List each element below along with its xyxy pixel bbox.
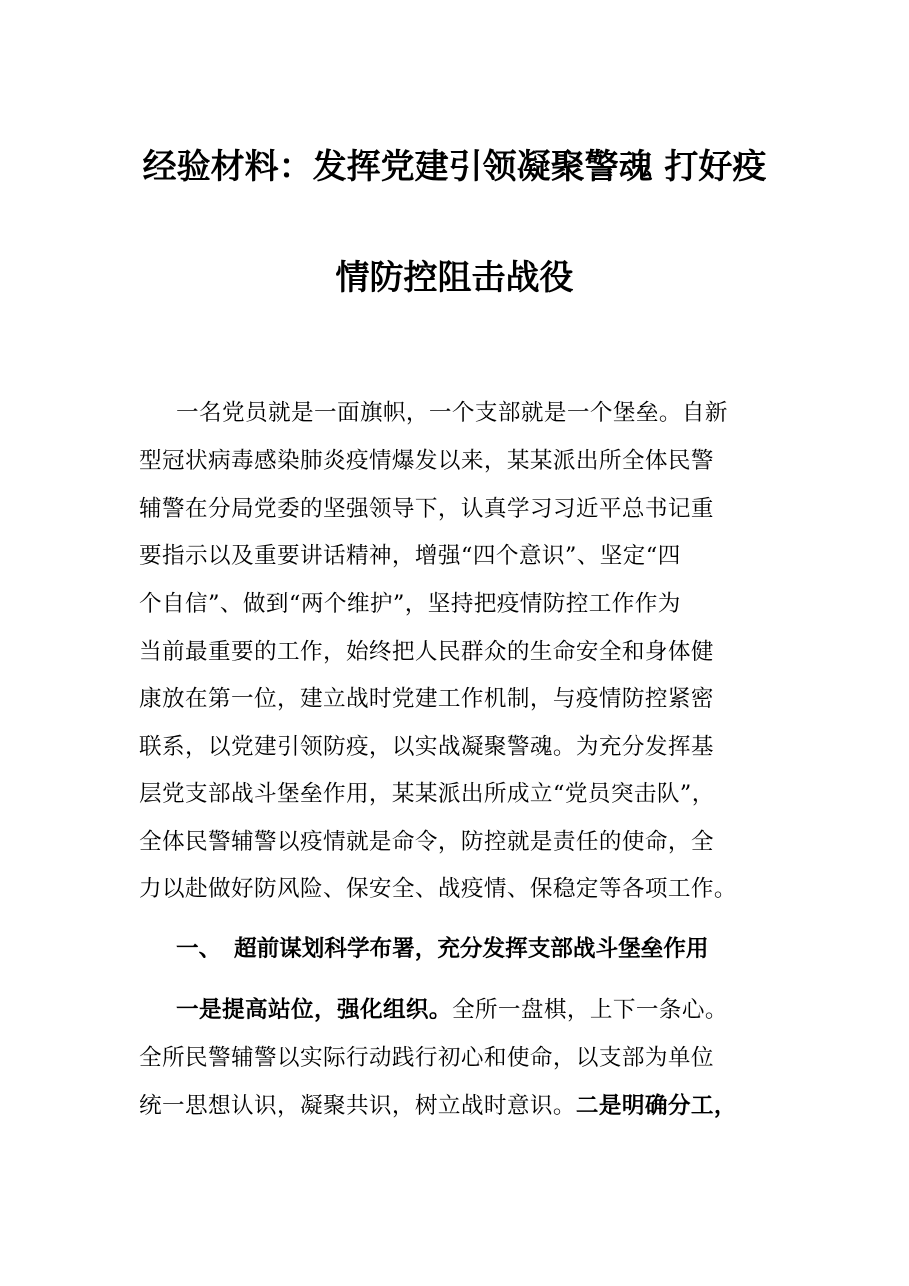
paragraph-1-line-8: 联系，以党建引领防疫，以实战凝聚警魂。为充分发挥基	[139, 734, 714, 760]
section-1-number: 一、	[176, 936, 222, 962]
paragraph-1-line-2: 型冠状病毒感染肺炎疫情爆发以来，某某派出所全体民警	[139, 448, 714, 474]
paragraph-1-line-11: 力以赴做好防风险、保安全、战疫情、保稳定等各项工作。	[139, 876, 737, 902]
paragraph-1-line-5: 个自信”、做到“两个维护”，坚持把疫情防控工作作为	[139, 591, 681, 617]
paragraph-2-second-lead-bold: 二是明确分工，	[575, 1093, 737, 1119]
paragraph-1-line-4: 要指示以及重要讲话精神，增强“四个意识”、坚定“四	[139, 543, 681, 569]
paragraph-2-line-2: 全所民警辅警以实际行动践行初心和使命，以支部为单位	[139, 1045, 714, 1071]
section-1-heading-text: 超前谋划科学布署，充分发挥支部战斗堡垒作用	[234, 936, 709, 962]
paragraph-1-line-6: 当前最重要的工作，始终把人民群众的生命安全和身体健	[139, 639, 714, 665]
paragraph-2-line-1-text: 全所一盘棋，上下一条心。	[451, 997, 728, 1023]
paragraph-1-line-7: 康放在第一位，建立战时党建工作机制，与疫情防控紧密	[139, 686, 714, 712]
paragraph-2-line-1	[176, 995, 816, 1025]
paragraph-1-line-9: 层党支部战斗堡垒作用，某某派出所成立“党员突击队”，	[139, 781, 715, 807]
document-title-line-1: 经验材料：发挥党建引领凝聚警魂 打好疫	[142, 147, 767, 187]
paragraph-1-line-3: 辅警在分局党委的坚强领导下，认真学习习近平总书记重	[139, 496, 714, 522]
paragraph-1-line-1: 一名党员就是一面旗帜，一个支部就是一个堡垒。自新	[176, 400, 728, 426]
document-title-line-2: 情防控阻击战役	[335, 258, 574, 298]
paragraph-1-line-10: 全体民警辅警以疫情就是命令，防控就是责任的使命，全	[139, 829, 714, 855]
paragraph-2-lead-bold: 一是提高站位，强化组织。	[176, 997, 452, 1023]
section-1-heading	[176, 934, 708, 964]
paragraph-2-line-3-text: 统一思想认识，凝聚共识，树立战时意识。	[139, 1093, 576, 1119]
paragraph-2-line-3	[139, 1091, 779, 1121]
